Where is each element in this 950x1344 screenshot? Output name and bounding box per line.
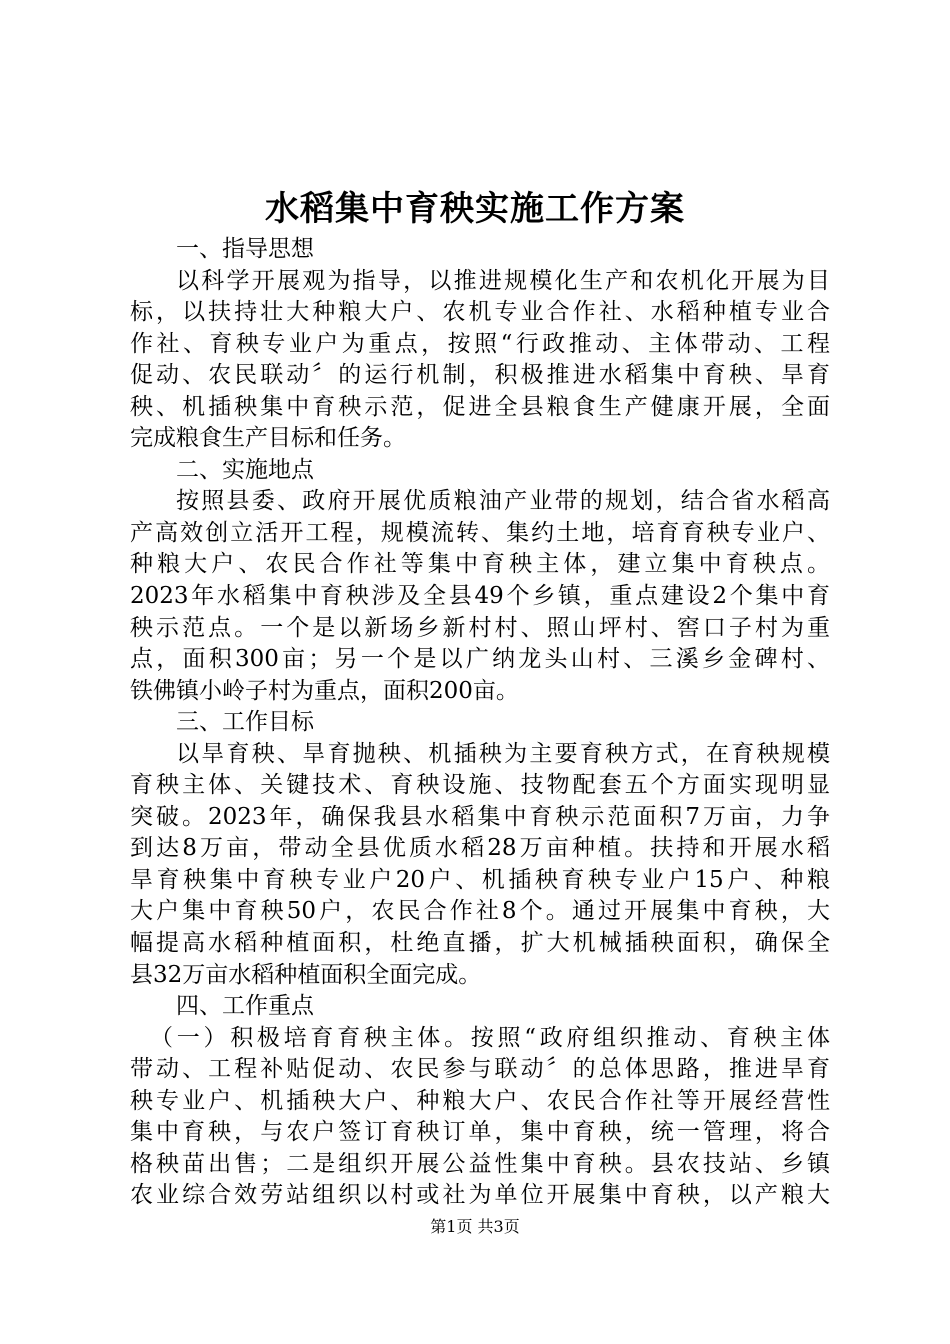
body-line: 格秧苗出售；二是组织开展公益性集中育秧。县农技站、乡镇 bbox=[130, 1150, 830, 1177]
section-heading: 二、实施地点 bbox=[176, 456, 314, 483]
body-line: 点，面积300亩；另一个是以广纳龙头山村、三溪乡金碑村、 bbox=[130, 646, 830, 673]
body-line: 产高效创立活开工程，规模流转、集约土地，培育育秧专业户、 bbox=[130, 519, 830, 546]
body-line: 以旱育秧、旱育抛秧、机插秧为主要育秧方式，在育秧规模 bbox=[176, 740, 830, 767]
page-footer: 第1页 共3页 bbox=[430, 1217, 520, 1236]
body-line: 集中育秧，与农户签订育秧订单，集中育秧，统一管理，将合 bbox=[130, 1119, 830, 1146]
body-line: 完成粮食生产目标和任务。 bbox=[130, 425, 406, 452]
body-line: （一）积极培育育秧主体。按照“政府组织推动、育秧主体 bbox=[150, 1024, 830, 1051]
body-line: 秧专业户、机插秧大户、种粮大户、农民合作社等开展经营性 bbox=[130, 1087, 830, 1114]
body-line: 2023年水稻集中育秧涉及全县49个乡镇，重点建设2个集中育 bbox=[130, 583, 830, 610]
body-line: 秧、机插秧集中育秧示范，促进全县粮食生产健康开展，全面 bbox=[130, 393, 830, 420]
section-heading: 三、工作目标 bbox=[176, 709, 314, 736]
body-line: 县32万亩水稻种植面积全面完成。 bbox=[130, 961, 482, 988]
body-line: 大户集中育秧50户，农民合作社8个。通过开展集中育秧，大 bbox=[130, 898, 830, 925]
body-line: 育秧主体、关键技术、育秧设施、技物配套五个方面实现明显 bbox=[130, 772, 830, 799]
body-line: 种粮大户、农民合作社等集中育秧主体，建立集中育秧点。 bbox=[130, 551, 830, 578]
body-line: 作社、育秧专业户为重点，按照“行政推动、主体带动、工程 bbox=[130, 330, 830, 357]
body-line: 标，以扶持壮大种粮大户、农机专业合作社、水稻种植专业合 bbox=[130, 299, 830, 326]
body-line: 到达8万亩，带动全县优质水稻28万亩种植。扶持和开展水稻 bbox=[130, 835, 830, 862]
body-line: 旱育秧集中育秧专业户20户、机插秧育秧专业户15户、种粮 bbox=[130, 866, 830, 893]
body-line: 带动、工程补贴促动、农民参与联动〞的总体思路，推进旱育 bbox=[130, 1056, 830, 1083]
document-body bbox=[130, 234, 830, 1212]
body-line: 以科学开展观为指导，以推进规模化生产和农机化开展为目 bbox=[176, 267, 830, 294]
document-title: 水稻集中育秧实施工作方案 bbox=[265, 189, 685, 229]
body-line: 农业综合效劳站组织以村或社为单位开展集中育秧，以产粮大 bbox=[130, 1182, 830, 1209]
body-line: 按照县委、政府开展优质粮油产业带的规划，结合省水稻高 bbox=[176, 488, 830, 515]
body-line: 秧示范点。一个是以新场乡新村村、照山坪村、窖口子村为重 bbox=[130, 614, 830, 641]
body-line: 促动、农民联动〞的运行机制，积极推进水稻集中育秧、旱育 bbox=[130, 362, 830, 389]
section-heading: 一、指导思想 bbox=[176, 236, 314, 262]
body-line: 铁佛镇小岭子村为重点，面积200亩。 bbox=[130, 677, 519, 704]
section-heading: 四、工作重点 bbox=[176, 993, 314, 1020]
body-line: 幅提高水稻种植面积，杜绝直播，扩大机械插秧面积，确保全 bbox=[130, 930, 830, 957]
body-line: 突破。2023年，确保我县水稻集中育秧示范面积7万亩，力争 bbox=[130, 803, 830, 830]
